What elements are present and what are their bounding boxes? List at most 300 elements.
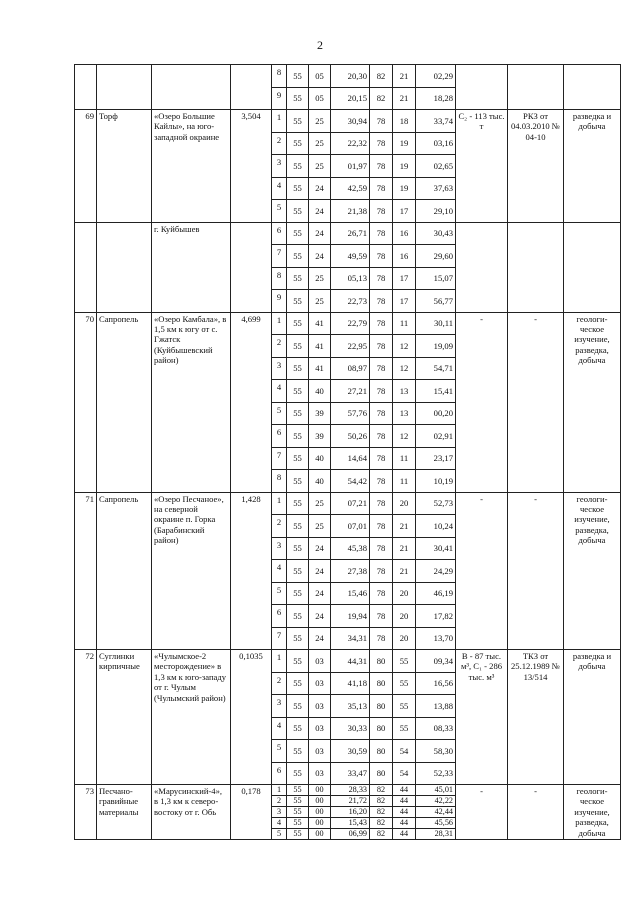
lat-sec: 34,31: [331, 627, 370, 650]
table-row: [75, 650, 621, 673]
point-number: 5: [272, 829, 287, 840]
point-number: 4: [272, 560, 287, 583]
lat-deg: 55: [287, 627, 309, 650]
lon-min: 21: [393, 87, 416, 110]
reserves-cell: [456, 65, 508, 110]
point-number: 7: [272, 245, 287, 268]
lat-sec: 33,47: [331, 762, 370, 785]
lat-deg: 55: [287, 605, 309, 628]
mineral-type: Сапропель: [97, 492, 152, 650]
lat-sec: 30,59: [331, 740, 370, 763]
lon-min: 54: [393, 762, 416, 785]
lat-sec: 27,21: [331, 380, 370, 403]
lon-min: 44: [393, 829, 416, 840]
license-purpose: [564, 222, 621, 312]
lon-deg: 80: [370, 672, 393, 695]
lat-min: 25: [309, 492, 331, 515]
lon-deg: 78: [370, 335, 393, 358]
lon-min: 44: [393, 807, 416, 818]
lat-deg: 55: [287, 425, 309, 448]
lon-sec: 15,41: [416, 380, 456, 403]
lon-deg: 78: [370, 200, 393, 223]
lat-sec: 22,95: [331, 335, 370, 358]
lon-min: 19: [393, 155, 416, 178]
lon-deg: 78: [370, 245, 393, 268]
lat-deg: 55: [287, 65, 309, 88]
lon-deg: 82: [370, 785, 393, 796]
reserves: B - 87 тыс. м³, C₁ - 286 тыс. м³: [456, 650, 508, 785]
table-row: [75, 222, 621, 245]
lat-min: 03: [309, 740, 331, 763]
lon-deg: 78: [370, 267, 393, 290]
lat-deg: 55: [287, 155, 309, 178]
document-cell: [508, 65, 564, 110]
lat-sec: 30,94: [331, 110, 370, 133]
lon-min: 44: [393, 796, 416, 807]
lat-min: 24: [309, 582, 331, 605]
deposit-number: [75, 222, 97, 312]
lon-deg: 78: [370, 582, 393, 605]
point-number: 5: [272, 200, 287, 223]
lat-deg: 55: [287, 402, 309, 425]
lat-min: 24: [309, 200, 331, 223]
approval-document: -: [508, 312, 564, 492]
lat-deg: 55: [287, 222, 309, 245]
approval-document: [508, 222, 564, 312]
lon-sec: 33,74: [416, 110, 456, 133]
lat-sec: 27,38: [331, 560, 370, 583]
lon-min: 11: [393, 447, 416, 470]
point-number: 8: [272, 65, 287, 88]
lat-min: 05: [309, 87, 331, 110]
lon-min: 18: [393, 110, 416, 133]
lon-sec: 56,77: [416, 290, 456, 313]
lon-min: 11: [393, 470, 416, 493]
lon-deg: 78: [370, 357, 393, 380]
lat-deg: 55: [287, 829, 309, 840]
lon-sec: 52,33: [416, 762, 456, 785]
lon-min: 20: [393, 627, 416, 650]
lon-sec: 30,41: [416, 537, 456, 560]
reserves: [456, 222, 508, 312]
point-number: 2: [272, 796, 287, 807]
lon-sec: 58,30: [416, 740, 456, 763]
point-number: 4: [272, 177, 287, 200]
lon-min: 19: [393, 177, 416, 200]
lon-min: 17: [393, 290, 416, 313]
deposit-location: «Озеро Большие Кайлы», на юго-западной окраине: [152, 110, 231, 223]
deposit-area: 0,178: [231, 785, 272, 840]
mineral-type: Торф: [97, 110, 152, 223]
lat-deg: 55: [287, 245, 309, 268]
lon-deg: 78: [370, 627, 393, 650]
lon-min: 16: [393, 222, 416, 245]
lat-deg: 55: [287, 762, 309, 785]
license-purpose: разведка и добыча: [564, 110, 621, 223]
point-number: 1: [272, 110, 287, 133]
point-number: 4: [272, 717, 287, 740]
lat-sec: 41,18: [331, 672, 370, 695]
lon-min: 21: [393, 515, 416, 538]
point-number: 3: [272, 807, 287, 818]
lon-min: 55: [393, 695, 416, 718]
purpose-cell: [564, 65, 621, 110]
lon-min: 20: [393, 492, 416, 515]
num-cell: [75, 65, 97, 110]
lon-sec: 30,43: [416, 222, 456, 245]
lat-deg: 55: [287, 785, 309, 796]
license-purpose: геологи-ческое изучение, разведка, добыча: [564, 785, 621, 840]
lat-sec: 57,76: [331, 402, 370, 425]
lon-sec: 18,28: [416, 87, 456, 110]
point-number: 9: [272, 290, 287, 313]
lon-min: 13: [393, 380, 416, 403]
lat-sec: 44,31: [331, 650, 370, 673]
lon-min: 21: [393, 65, 416, 88]
lon-sec: 15,07: [416, 267, 456, 290]
lat-sec: 16,20: [331, 807, 370, 818]
lat-deg: 55: [287, 560, 309, 583]
lat-sec: 05,13: [331, 267, 370, 290]
lon-deg: 82: [370, 87, 393, 110]
lon-min: 19: [393, 132, 416, 155]
license-purpose: геологи-ческое изучение, разведка, добыча: [564, 312, 621, 492]
point-number: 3: [272, 155, 287, 178]
lon-deg: 78: [370, 447, 393, 470]
lat-sec: 22,32: [331, 132, 370, 155]
lon-deg: 78: [370, 222, 393, 245]
lon-deg: 78: [370, 537, 393, 560]
lon-sec: 02,29: [416, 65, 456, 88]
lat-deg: 55: [287, 818, 309, 829]
lat-min: 00: [309, 785, 331, 796]
point-number: 4: [272, 818, 287, 829]
table-row: [75, 110, 621, 133]
lon-sec: 28,31: [416, 829, 456, 840]
lon-min: 54: [393, 740, 416, 763]
lon-sec: 19,09: [416, 335, 456, 358]
point-number: 6: [272, 222, 287, 245]
lat-deg: 55: [287, 290, 309, 313]
lon-sec: 10,24: [416, 515, 456, 538]
lat-sec: 22,79: [331, 312, 370, 335]
area-cell: [231, 65, 272, 110]
lon-deg: 80: [370, 650, 393, 673]
deposit-number: 71: [75, 492, 97, 650]
point-number: 3: [272, 537, 287, 560]
lon-sec: 42,22: [416, 796, 456, 807]
lon-sec: 42,44: [416, 807, 456, 818]
lon-deg: 80: [370, 762, 393, 785]
point-number: 7: [272, 627, 287, 650]
lon-sec: 16,56: [416, 672, 456, 695]
lon-deg: 80: [370, 717, 393, 740]
point-number: 9: [272, 87, 287, 110]
lon-deg: 82: [370, 65, 393, 88]
mineral-type: [97, 222, 152, 312]
point-number: 2: [272, 335, 287, 358]
lon-deg: 78: [370, 560, 393, 583]
lon-sec: 23,17: [416, 447, 456, 470]
lon-deg: 78: [370, 380, 393, 403]
lat-min: 25: [309, 155, 331, 178]
lon-deg: 78: [370, 425, 393, 448]
lat-deg: 55: [287, 537, 309, 560]
lat-deg: 55: [287, 492, 309, 515]
lon-min: 12: [393, 425, 416, 448]
lon-deg: 82: [370, 807, 393, 818]
point-number: 2: [272, 672, 287, 695]
lat-sec: 42,59: [331, 177, 370, 200]
reserves: -: [456, 492, 508, 650]
point-number: 5: [272, 582, 287, 605]
deposit-location: «Озеро Камбала», в 1,5 км к югу от с. Гжатск (Куйбышевский район): [152, 312, 231, 492]
lon-min: 13: [393, 402, 416, 425]
lat-sec: 07,21: [331, 492, 370, 515]
lat-sec: 08,97: [331, 357, 370, 380]
lat-min: 00: [309, 829, 331, 840]
lat-min: 03: [309, 762, 331, 785]
lon-deg: 80: [370, 740, 393, 763]
mineral-type: Суглинки кирпичные: [97, 650, 152, 785]
deposits-table: [74, 64, 621, 840]
lon-sec: 29,60: [416, 245, 456, 268]
lat-deg: 55: [287, 335, 309, 358]
lon-sec: 46,19: [416, 582, 456, 605]
lat-deg: 55: [287, 740, 309, 763]
license-purpose: разведка и добыча: [564, 650, 621, 785]
lat-min: 25: [309, 132, 331, 155]
lat-min: 24: [309, 177, 331, 200]
lon-sec: 03,16: [416, 132, 456, 155]
lon-deg: 78: [370, 132, 393, 155]
lon-deg: 78: [370, 290, 393, 313]
point-number: 7: [272, 447, 287, 470]
lat-min: 40: [309, 447, 331, 470]
deposit-area: 4,699: [231, 312, 272, 492]
lat-min: 00: [309, 807, 331, 818]
lat-min: 39: [309, 425, 331, 448]
point-number: 5: [272, 402, 287, 425]
deposit-number: 70: [75, 312, 97, 492]
lon-min: 20: [393, 582, 416, 605]
lat-deg: 55: [287, 796, 309, 807]
point-number: 1: [272, 492, 287, 515]
lat-min: 00: [309, 796, 331, 807]
lat-sec: 07,01: [331, 515, 370, 538]
lon-min: 17: [393, 267, 416, 290]
lat-sec: 50,26: [331, 425, 370, 448]
lat-min: 25: [309, 267, 331, 290]
point-number: 1: [272, 650, 287, 673]
lat-sec: 45,38: [331, 537, 370, 560]
lon-sec: 52,73: [416, 492, 456, 515]
lat-min: 24: [309, 245, 331, 268]
lon-deg: 78: [370, 110, 393, 133]
lon-sec: 02,65: [416, 155, 456, 178]
point-number: 6: [272, 762, 287, 785]
lon-min: 55: [393, 672, 416, 695]
license-purpose: геологи-ческое изучение, разведка, добыча: [564, 492, 621, 650]
lat-deg: 55: [287, 717, 309, 740]
table-row: [75, 65, 621, 88]
deposit-number: 69: [75, 110, 97, 223]
point-number: 3: [272, 695, 287, 718]
lon-sec: 02,91: [416, 425, 456, 448]
lat-deg: 55: [287, 807, 309, 818]
point-number: 4: [272, 380, 287, 403]
approval-document: -: [508, 785, 564, 840]
lon-min: 16: [393, 245, 416, 268]
lat-deg: 55: [287, 695, 309, 718]
lat-sec: 20,15: [331, 87, 370, 110]
lat-min: 25: [309, 515, 331, 538]
lat-sec: 22,73: [331, 290, 370, 313]
lon-sec: 45,56: [416, 818, 456, 829]
lat-min: 25: [309, 110, 331, 133]
lat-min: 41: [309, 357, 331, 380]
lat-sec: 26,71: [331, 222, 370, 245]
lon-min: 12: [393, 357, 416, 380]
point-number: 1: [272, 312, 287, 335]
lon-min: 44: [393, 818, 416, 829]
deposit-location: «Марусинский-4», в 1,3 км к северо-востоку от г. Обь: [152, 785, 231, 840]
lat-deg: 55: [287, 582, 309, 605]
lon-deg: 82: [370, 796, 393, 807]
table-row: [75, 492, 621, 515]
lat-sec: 28,33: [331, 785, 370, 796]
deposit-area: 0,1035: [231, 650, 272, 785]
reserves: -: [456, 312, 508, 492]
point-number: 5: [272, 740, 287, 763]
point-number: 6: [272, 425, 287, 448]
lon-deg: 78: [370, 470, 393, 493]
lon-min: 55: [393, 717, 416, 740]
table-row: [75, 312, 621, 335]
deposit-area: 1,428: [231, 492, 272, 650]
point-number: 3: [272, 357, 287, 380]
lon-deg: 82: [370, 829, 393, 840]
lat-min: 41: [309, 335, 331, 358]
lat-min: 39: [309, 402, 331, 425]
lon-sec: 00,20: [416, 402, 456, 425]
lat-deg: 55: [287, 380, 309, 403]
lon-sec: 17,82: [416, 605, 456, 628]
reserves: -: [456, 785, 508, 840]
lon-deg: 78: [370, 177, 393, 200]
lat-sec: 21,72: [331, 796, 370, 807]
lat-sec: 01,97: [331, 155, 370, 178]
lon-sec: 24,29: [416, 560, 456, 583]
lon-sec: 37,63: [416, 177, 456, 200]
lon-min: 44: [393, 785, 416, 796]
lat-sec: 19,94: [331, 605, 370, 628]
lon-min: 55: [393, 650, 416, 673]
lat-sec: 15,46: [331, 582, 370, 605]
point-number: 1: [272, 785, 287, 796]
deposit-location: «Озеро Песчаное», на северной окраине п. Горка (Барабинский район): [152, 492, 231, 650]
lat-sec: 35,13: [331, 695, 370, 718]
lat-min: 24: [309, 560, 331, 583]
lon-min: 21: [393, 537, 416, 560]
lat-sec: 54,42: [331, 470, 370, 493]
deposit-number: 73: [75, 785, 97, 840]
lon-deg: 78: [370, 402, 393, 425]
lat-sec: 15,43: [331, 818, 370, 829]
lat-sec: 06,99: [331, 829, 370, 840]
lon-min: 20: [393, 605, 416, 628]
lon-sec: 30,11: [416, 312, 456, 335]
lat-min: 41: [309, 312, 331, 335]
point-number: 8: [272, 470, 287, 493]
lon-min: 11: [393, 312, 416, 335]
mineral-type: Песчано-гравийные материалы: [97, 785, 152, 840]
lon-sec: 08,33: [416, 717, 456, 740]
page-number: 2: [317, 38, 323, 52]
lat-min: 03: [309, 650, 331, 673]
deposit-location: г. Куйбышев: [152, 222, 231, 312]
lon-sec: 29,10: [416, 200, 456, 223]
lon-sec: 54,71: [416, 357, 456, 380]
lat-min: 03: [309, 717, 331, 740]
location-cell: [152, 65, 231, 110]
lat-deg: 55: [287, 357, 309, 380]
lon-deg: 78: [370, 605, 393, 628]
lon-deg: 78: [370, 312, 393, 335]
lat-deg: 55: [287, 672, 309, 695]
deposit-location: «Чулымское-2 месторождение» в 1,3 км к юго-западу от г. Чулым (Чулымский район): [152, 650, 231, 785]
lon-deg: 82: [370, 818, 393, 829]
lat-min: 40: [309, 380, 331, 403]
lat-sec: 21,38: [331, 200, 370, 223]
lon-min: 21: [393, 560, 416, 583]
lon-min: 12: [393, 335, 416, 358]
lat-deg: 55: [287, 200, 309, 223]
lat-min: 25: [309, 290, 331, 313]
lat-deg: 55: [287, 87, 309, 110]
lat-deg: 55: [287, 312, 309, 335]
reserves: C₂ - 113 тыс. т: [456, 110, 508, 223]
deposit-area: [231, 222, 272, 312]
approval-document: РКЗ от 04.03.2010 № 04-10: [508, 110, 564, 223]
lon-deg: 78: [370, 515, 393, 538]
lat-deg: 55: [287, 177, 309, 200]
lat-deg: 55: [287, 447, 309, 470]
lat-sec: 20,30: [331, 65, 370, 88]
approval-document: ТКЗ от 25.12.1989 № 13/514: [508, 650, 564, 785]
lat-min: 24: [309, 605, 331, 628]
lat-deg: 55: [287, 267, 309, 290]
point-number: 2: [272, 132, 287, 155]
point-number: 6: [272, 605, 287, 628]
lat-sec: 30,33: [331, 717, 370, 740]
lon-deg: 78: [370, 492, 393, 515]
lat-sec: 49,59: [331, 245, 370, 268]
lat-min: 03: [309, 672, 331, 695]
type-cell: [97, 65, 152, 110]
lat-deg: 55: [287, 470, 309, 493]
lat-sec: 14,64: [331, 447, 370, 470]
lon-min: 17: [393, 200, 416, 223]
lat-deg: 55: [287, 515, 309, 538]
point-number: 8: [272, 267, 287, 290]
approval-document: -: [508, 492, 564, 650]
lat-deg: 55: [287, 650, 309, 673]
lon-sec: 10,19: [416, 470, 456, 493]
lat-min: 24: [309, 627, 331, 650]
lat-deg: 55: [287, 110, 309, 133]
lon-sec: 13,70: [416, 627, 456, 650]
